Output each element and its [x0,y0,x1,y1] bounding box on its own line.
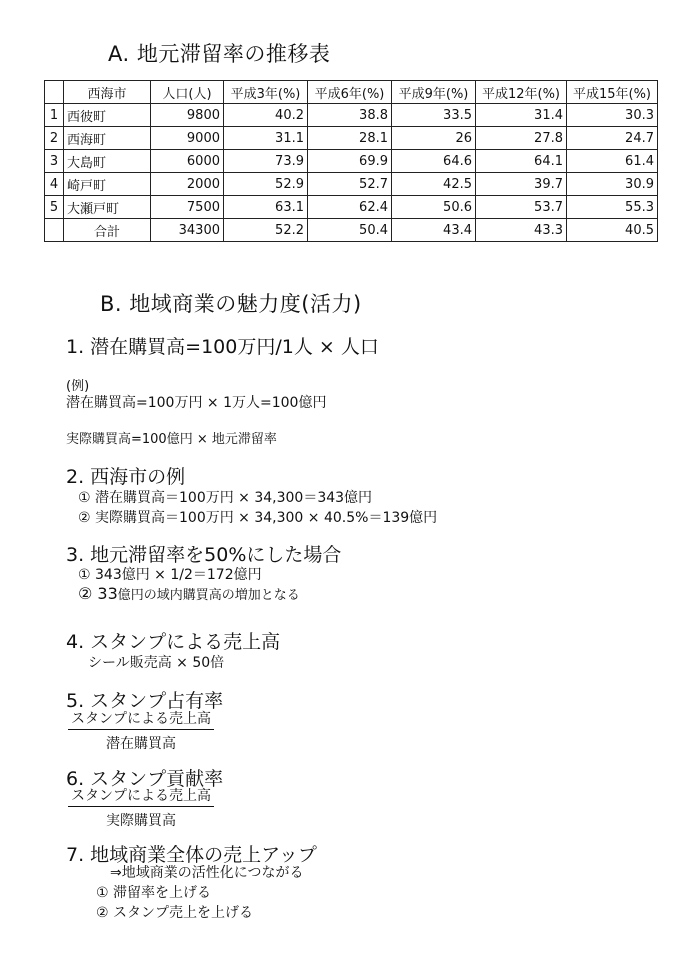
rate-h15: 55.3 [567,196,658,219]
rate-h15: 61.4 [567,150,658,173]
item-3-line-2-number: ② 33 [78,584,118,603]
item-2-line-1: ① 潜在購買高＝100万円 × 34,300＝343億円 [78,490,373,506]
header-cell: 平成9年(%) [392,81,476,104]
section-a-title: A. 地元滞留率の推移表 [108,42,331,66]
total-population: 34300 [151,219,224,242]
population: 7500 [151,196,224,219]
rate-h12: 39.7 [476,173,567,196]
item-7-line-1: ⇒地域商業の活性化につながる [110,865,304,881]
example-label: (例) [66,379,90,394]
section-b-title: B. 地域商業の魅力度(活力) [100,292,362,316]
rate-h9: 50.6 [392,196,476,219]
table-row [45,196,658,219]
item-3-line-2 [78,584,300,603]
header-cell: 平成3年(%) [224,81,308,104]
header-cell: 西海市 [64,81,151,104]
total-rate-h3: 52.2 [224,219,308,242]
example-line-1: 潜在購買高=100万円 × 1万人=100億円 [66,395,327,411]
rate-h15: 30.3 [567,104,658,127]
header-cell: 平成6年(%) [308,81,392,104]
rate-h9: 26 [392,127,476,150]
town-name: 大島町 [64,150,151,173]
example-line-2: 実際購買高=100億円 × 地元滞留率 [66,432,277,447]
rate-h9: 42.5 [392,173,476,196]
header-cell: 平成12年(%) [476,81,567,104]
rate-h12: 53.7 [476,196,567,219]
rate-h6: 62.4 [308,196,392,219]
item-3-line-2-text: 億円の域内購買高の増加となる [117,588,300,603]
population: 9000 [151,127,224,150]
town-name: 西彼町 [64,104,151,127]
rate-h6: 52.7 [308,173,392,196]
rate-h6: 28.1 [308,127,392,150]
table-total-row [45,219,658,242]
total-label: 合計 [64,219,151,242]
header-cell: 人口(人) [151,81,224,104]
rate-h12: 31.4 [476,104,567,127]
item-5-fraction [62,708,220,753]
item-4-heading: 4. スタンプによる売上高 [66,631,281,653]
table-row [45,173,658,196]
rate-h6: 69.9 [308,150,392,173]
rate-h3: 63.1 [224,196,308,219]
item-2-line-2: ② 実際購買高＝100万円 × 34,300 × 40.5%＝139億円 [78,510,438,526]
row-number: 2 [45,127,64,150]
retention-table [44,80,658,242]
town-name: 大瀬戸町 [64,196,151,219]
row-number: 4 [45,173,64,196]
row-number: 5 [45,196,64,219]
rate-h3: 31.1 [224,127,308,150]
town-name: 西海町 [64,127,151,150]
item-7-line-3: ② スタンプ売上を上げる [96,905,254,921]
total-rate-h12: 43.3 [476,219,567,242]
item-4-line-1: シール販売高 × 50倍 [88,655,225,671]
item-5-denominator: 潜在購買高 [106,736,176,752]
rate-h12: 64.1 [476,150,567,173]
header-cell: 平成15年(%) [567,81,658,104]
rate-h3: 40.2 [224,104,308,127]
item-7-line-2: ① 滞留率を上げる [96,885,212,901]
rate-h15: 30.9 [567,173,658,196]
population: 6000 [151,150,224,173]
rate-h6: 38.8 [308,104,392,127]
population: 9800 [151,104,224,127]
total-rate-h15: 40.5 [567,219,658,242]
item-6-fraction [62,785,220,830]
item-5-heading: 5. スタンプ占有率 [66,690,224,712]
row-number: 3 [45,150,64,173]
population: 2000 [151,173,224,196]
header-cell [45,81,64,104]
row-number-empty [45,219,64,242]
item-3-heading: 3. 地元滞留率を50%にした場合 [66,544,342,566]
item-3-line-1: ① 343億円 × 1/2＝172億円 [78,567,262,583]
rate-h9: 64.6 [392,150,476,173]
rate-h3: 52.9 [224,173,308,196]
item-7-heading: 7. 地域商業全体の売上アップ [66,844,317,866]
item-6-denominator: 実際購買高 [106,813,176,829]
item-2-heading: 2. 西海市の例 [66,466,186,488]
table-row [45,104,658,127]
item-1-heading: 1. 潜在購買高=100万円/1人 × 人口 [66,336,379,358]
table-header-row [45,81,658,104]
row-number: 1 [45,104,64,127]
rate-h12: 27.8 [476,127,567,150]
table-row [45,150,658,173]
town-name: 崎戸町 [64,173,151,196]
item-5-numerator: スタンプによる売上高 [68,708,214,730]
table-row [45,127,658,150]
rate-h3: 73.9 [224,150,308,173]
rate-h9: 33.5 [392,104,476,127]
total-rate-h9: 43.4 [392,219,476,242]
rate-h15: 24.7 [567,127,658,150]
item-6-numerator: スタンプによる売上高 [68,785,214,807]
item-6-heading: 6. スタンプ貢献率 [66,768,224,790]
total-rate-h6: 50.4 [308,219,392,242]
